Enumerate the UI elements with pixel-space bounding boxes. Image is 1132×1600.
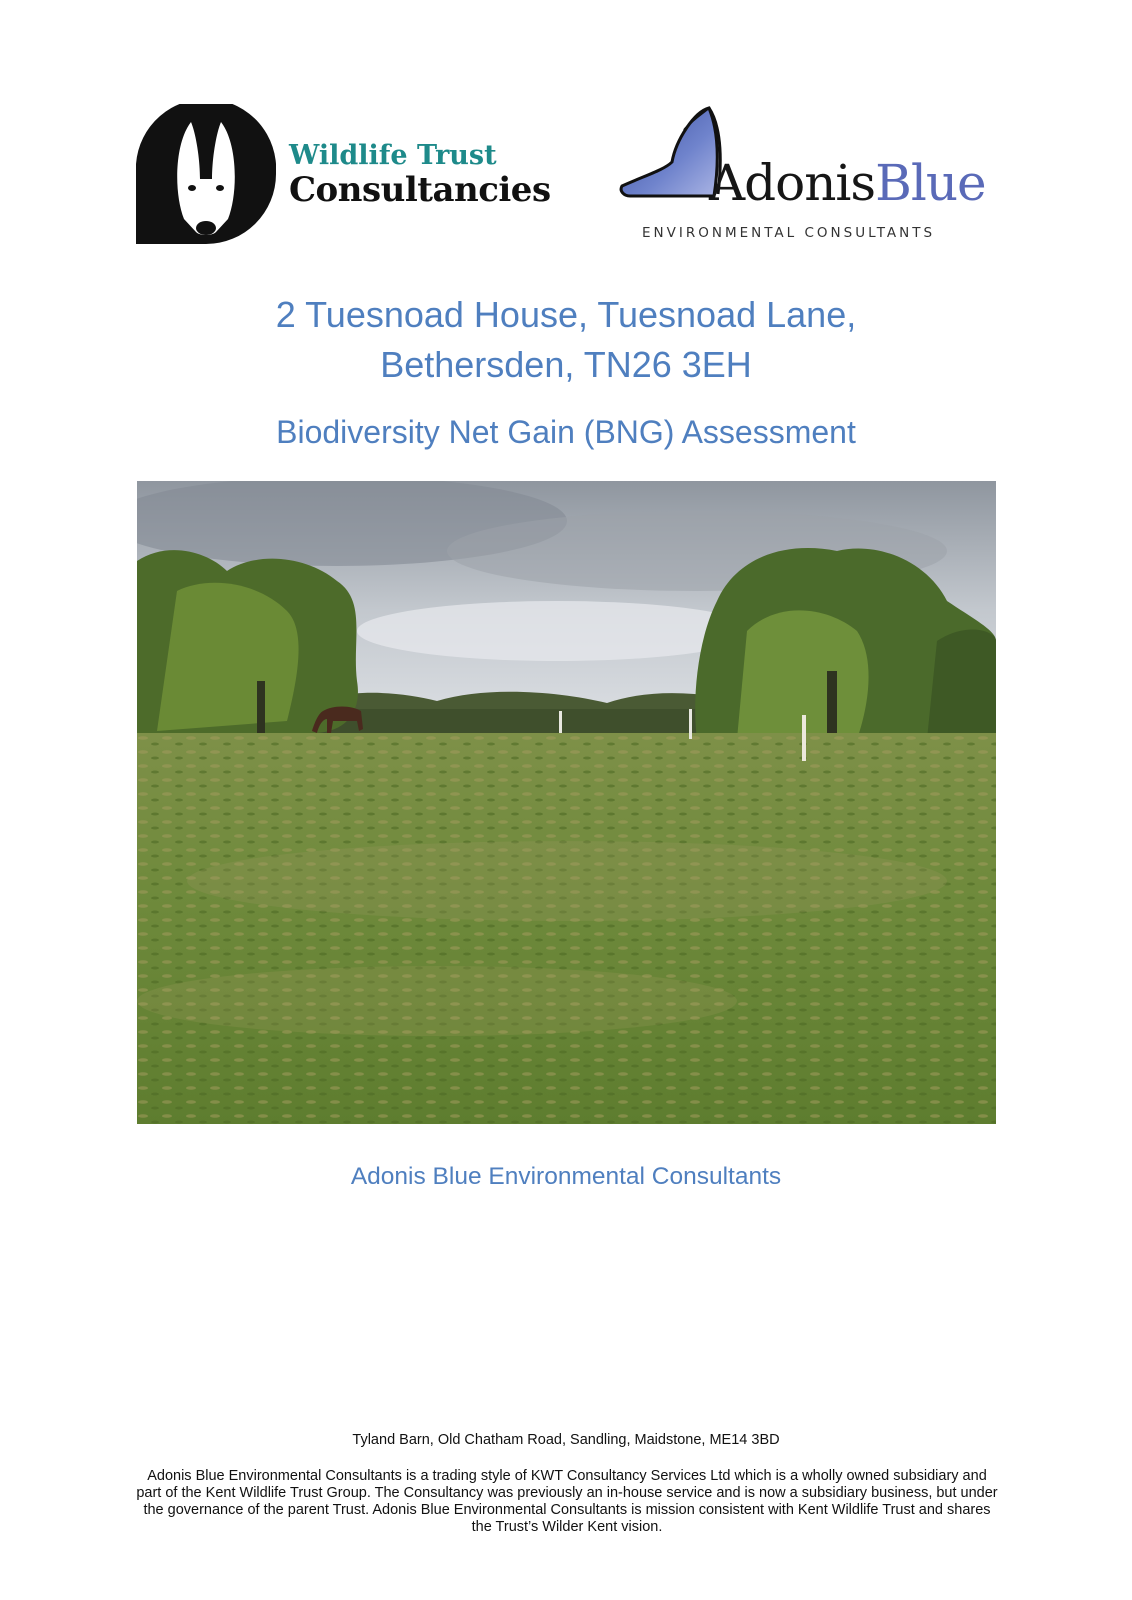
title-line-2: Bethersden, TN26 3EH — [380, 344, 752, 385]
consultancies-name: Consultancies — [289, 170, 551, 210]
adonis-word: Adonis — [709, 154, 876, 212]
adonis-blue-name — [709, 154, 986, 212]
wildlife-trust-name: Wildlife Trust — [289, 140, 497, 171]
footer-legal-text: Adonis Blue Environmental Consultants is a trading style of KWT Consultancy Services Ltd which is a wholly owned subsidiary and part of the Kent Wildlife Trust Group. The Consultancy was previously an in-house service and is now a subsidiary business, but under the governance of the parent Trust. Adonis Blue Environmental Consultants is mission consistent with Kent Wildlife Trust and shares the Trust’s Wilder Kent vision. — [136, 1468, 998, 1535]
wildlife-trust-logo — [136, 104, 556, 244]
blue-word: Blue — [875, 154, 986, 212]
footer-address: Tyland Barn, Old Chatham Road, Sandling, Maidstone, ME14 3BD — [352, 1432, 780, 1448]
adonis-blue-logo — [614, 100, 1004, 250]
badger-icon — [136, 104, 276, 244]
title-line-1: 2 Tuesnoad House, Tuesnoad Lane, — [275, 294, 857, 335]
document-title — [0, 290, 1132, 390]
adonis-blue-tagline: ENVIRONMENTAL CONSULTANTS — [642, 225, 936, 241]
document-subtitle: Biodiversity Net Gain (BNG) Assessment — [276, 414, 856, 450]
cover-photo — [137, 481, 996, 1124]
company-name: Adonis Blue Environmental Consultants — [350, 1163, 782, 1190]
